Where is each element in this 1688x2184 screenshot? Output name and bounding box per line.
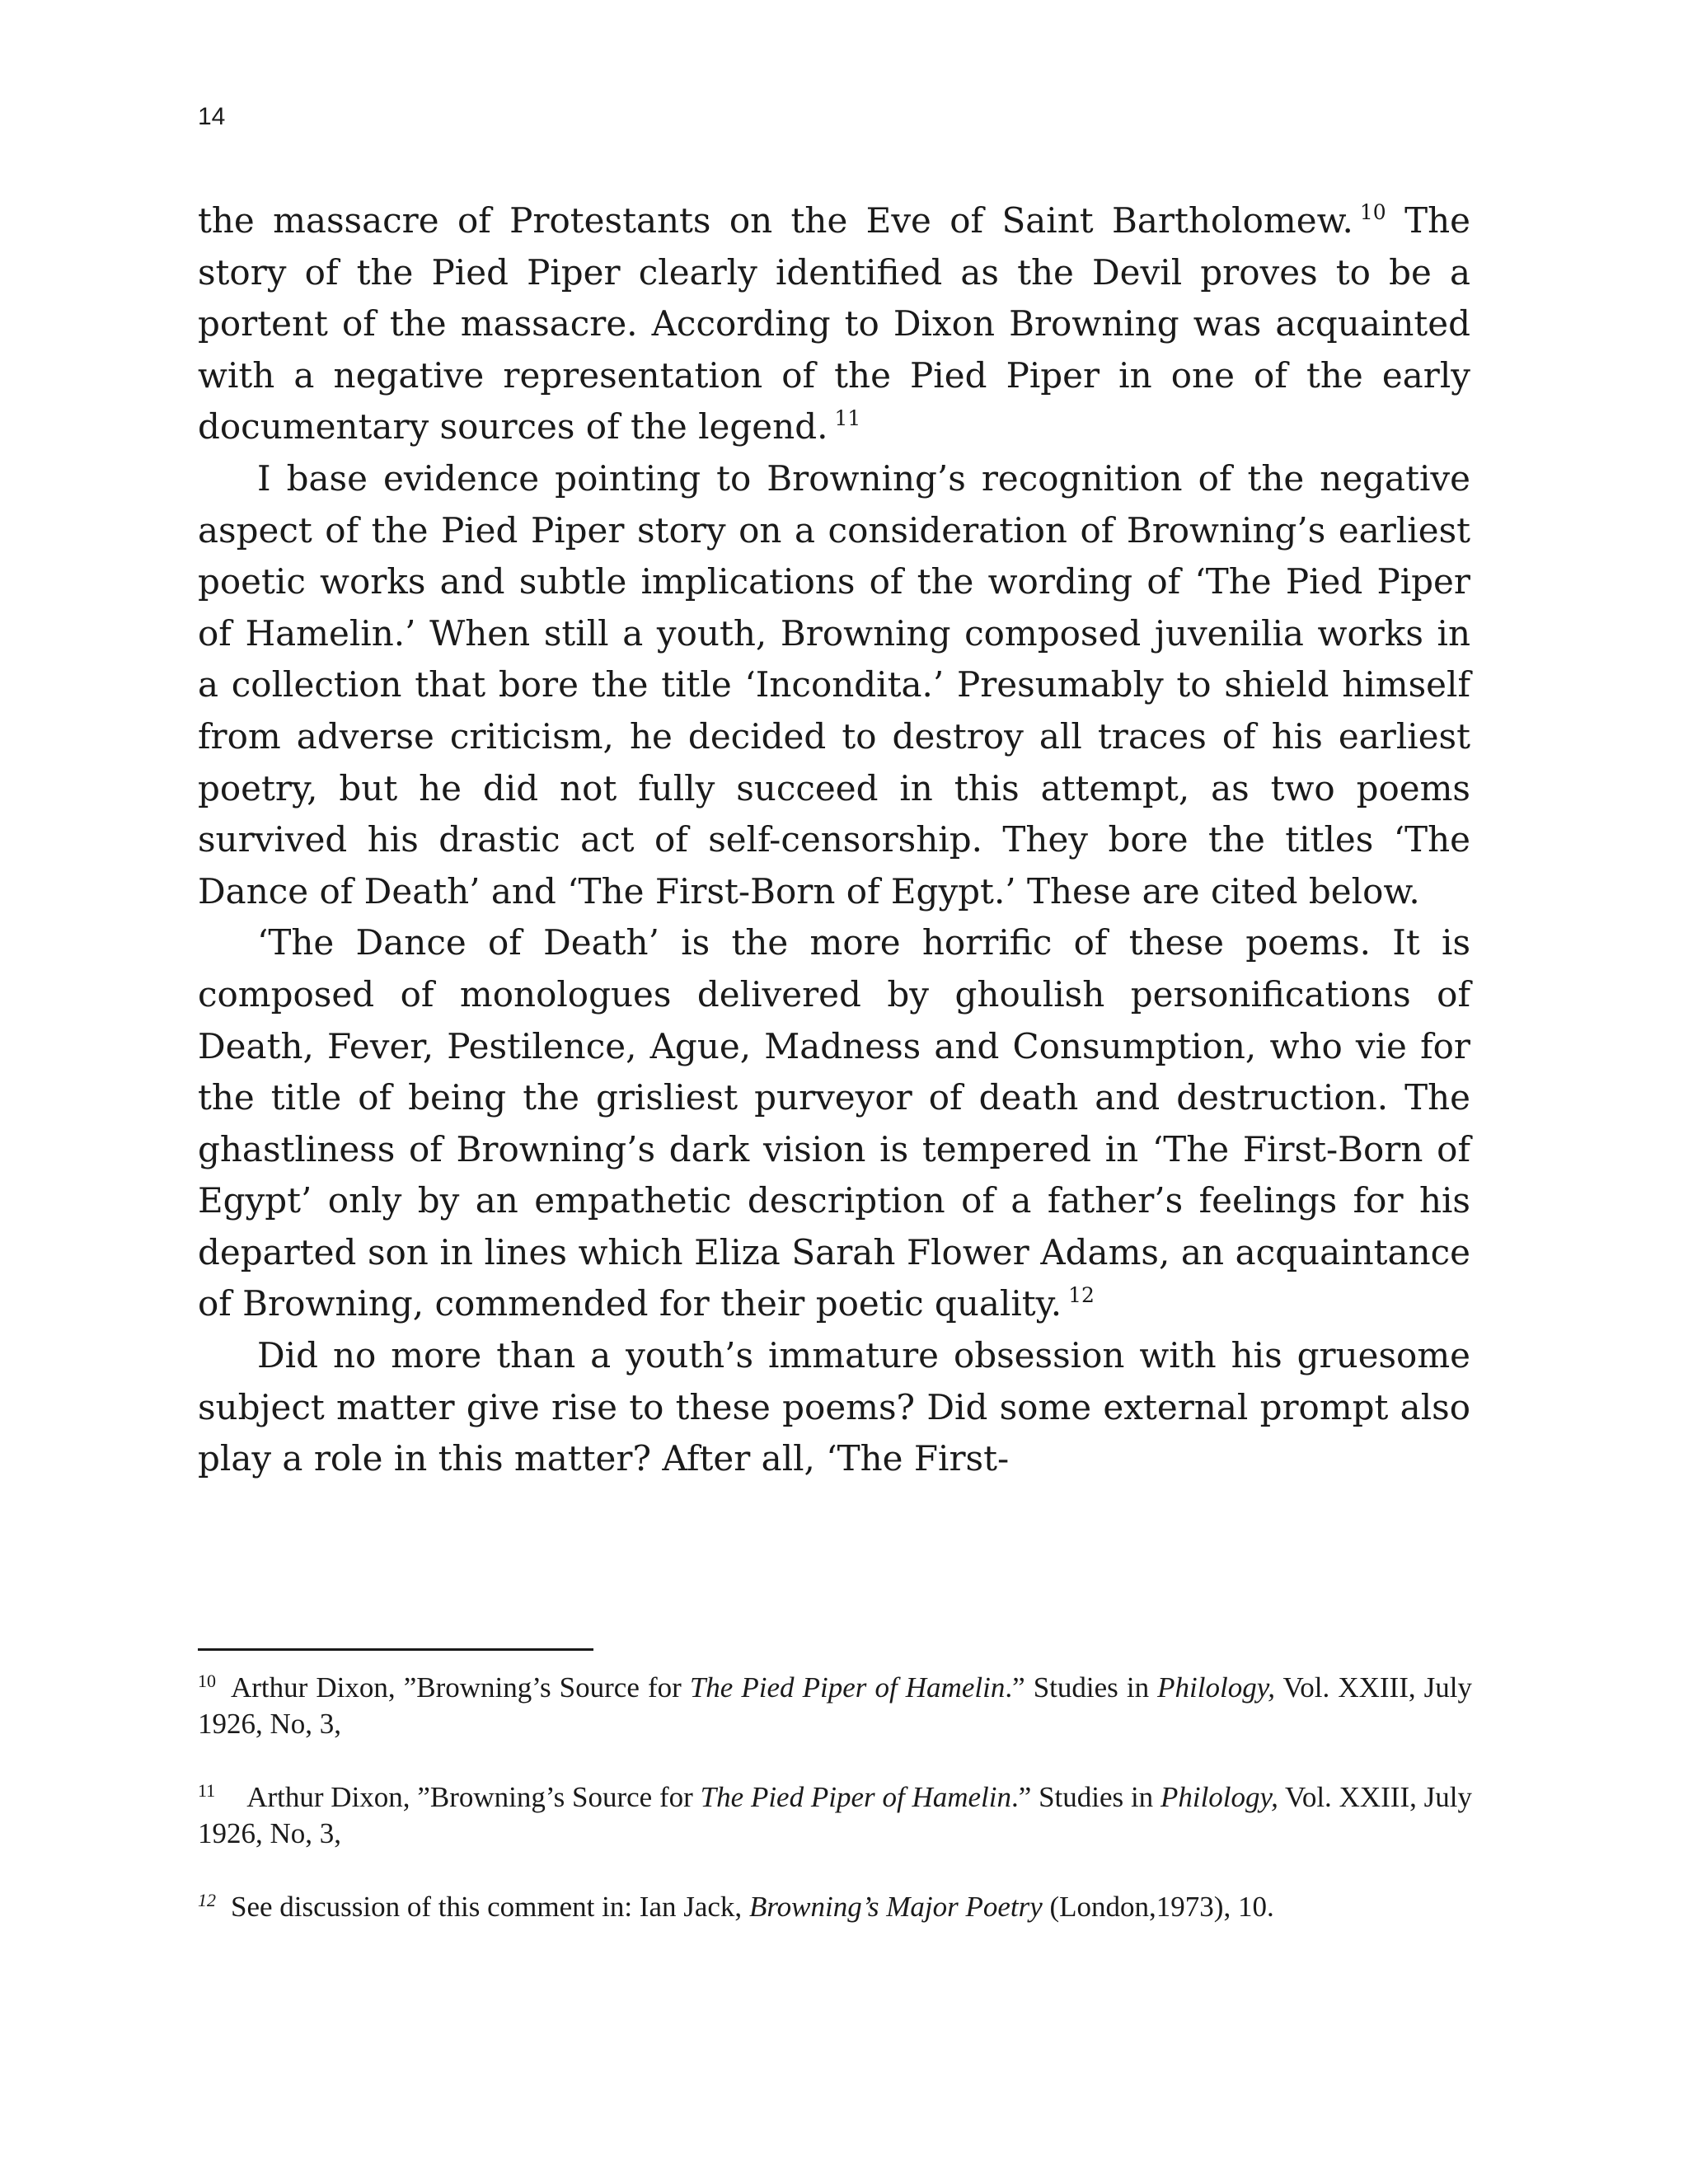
footnote-book-title: The Pied Piper of Hamelin [700, 1781, 1011, 1813]
paragraph-1 [198, 195, 1470, 453]
paragraph-2-text: I base evidence pointing to Browning’s recognition of the negative aspect of the Pied Piper story on a consideration of Browning’s earliest poetic works and subtle implications of the wording of ‘The Pied Piper of Hamelin.’ When still a youth, Browning composed juvenilia works in a collection that bore the title ‘Incondita.’ Presumably to shield himself from adverse criticism, he decided to destroy all traces of his earliest poetry, but he did not fully succeed in this attempt, as two poems survived his drastic act of self-censorship. They bore the titles ‘The Dance of Death’ and ‘The First-Born of Egypt.’ These are cited below. [198, 457, 1470, 912]
footnote-text: See discussion of this comment in: Ian Jack, [231, 1891, 749, 1923]
footnote-text: Vol. XXIII, July 1926, No, 3, [198, 1781, 1473, 1849]
paragraph-1-continuation: The story of the Pied Piper clearly identified as the Devil proves to be a portent of the massacre. According to Dixon Browning was acquainted with a negative representation of the Pied Piper in one of the early documentary sources of the legend. [198, 200, 1470, 448]
footnote-text: Vol. XXIII, July 1926, No, 3, [198, 1671, 1473, 1740]
footnote-12 [198, 1889, 1472, 1925]
footnotes [198, 1670, 1472, 1962]
paragraph-4 [198, 1330, 1470, 1485]
footnote-book-title: Browning’s Major Poetry [748, 1891, 1043, 1923]
footnote-number: 11 [198, 1780, 216, 1801]
footnote-number: 10 [198, 1671, 216, 1691]
footnote-11 [198, 1779, 1472, 1852]
footnote-text: .” Studies in [1011, 1781, 1160, 1813]
footnote-text: .” Studies in [1005, 1671, 1158, 1704]
footnote-ref-12[interactable]: 12 [1068, 1283, 1095, 1308]
paragraph-2 [198, 453, 1470, 917]
footnote-text: Arthur Dixon, ”Browning’s Source for [231, 1671, 690, 1704]
paragraph-3 [198, 917, 1470, 1330]
footnote-book-title: The Pied Piper of Hamelin [689, 1671, 1006, 1704]
footnote-ref-11[interactable]: 11 [834, 406, 861, 431]
page-number: 14 [198, 103, 226, 130]
body-text [198, 195, 1470, 1485]
footnote-divider [198, 1648, 593, 1651]
footnote-ref-10[interactable]: 10 [1359, 200, 1386, 224]
footnote-journal-title: Philology, [1157, 1671, 1276, 1704]
footnote-number: 12 [198, 1890, 216, 1910]
paragraph-4-text: Did no more than a youth’s immature obsession with his gruesome subject matter give rise to these poems? Did some external prompt also play a role in this matter? After all, ‘The First- [198, 1335, 1470, 1479]
footnote-text: Arthur Dixon, ”Browning’s Source for [246, 1781, 701, 1813]
footnote-text: (London,1973), 10. [1042, 1891, 1274, 1923]
paragraph-1-text: the massacre of Protestants on the Eve of Saint Bartholomew. [198, 200, 1353, 241]
footnote-journal-title: Philology, [1160, 1781, 1278, 1813]
footnote-10 [198, 1670, 1472, 1742]
paragraph-3-text: ‘The Dance of Death’ is the more horrific of these poems. It is composed of monologues delivered by ghoulish personifications of Death, Fever, Pestilence, Ague, Madness and Consumption, who vie for the title of being the grisliest purveyor of death and destruction. The ghastliness of Browning’s dark vision is tempered in ‘The First-Born of Egypt’ only by an empathetic description of a father’s feelings for his departed son in lines which Eliza Sarah Flower Adams, an acquaintance of Browning, commended for their poetic quality. [198, 922, 1470, 1324]
